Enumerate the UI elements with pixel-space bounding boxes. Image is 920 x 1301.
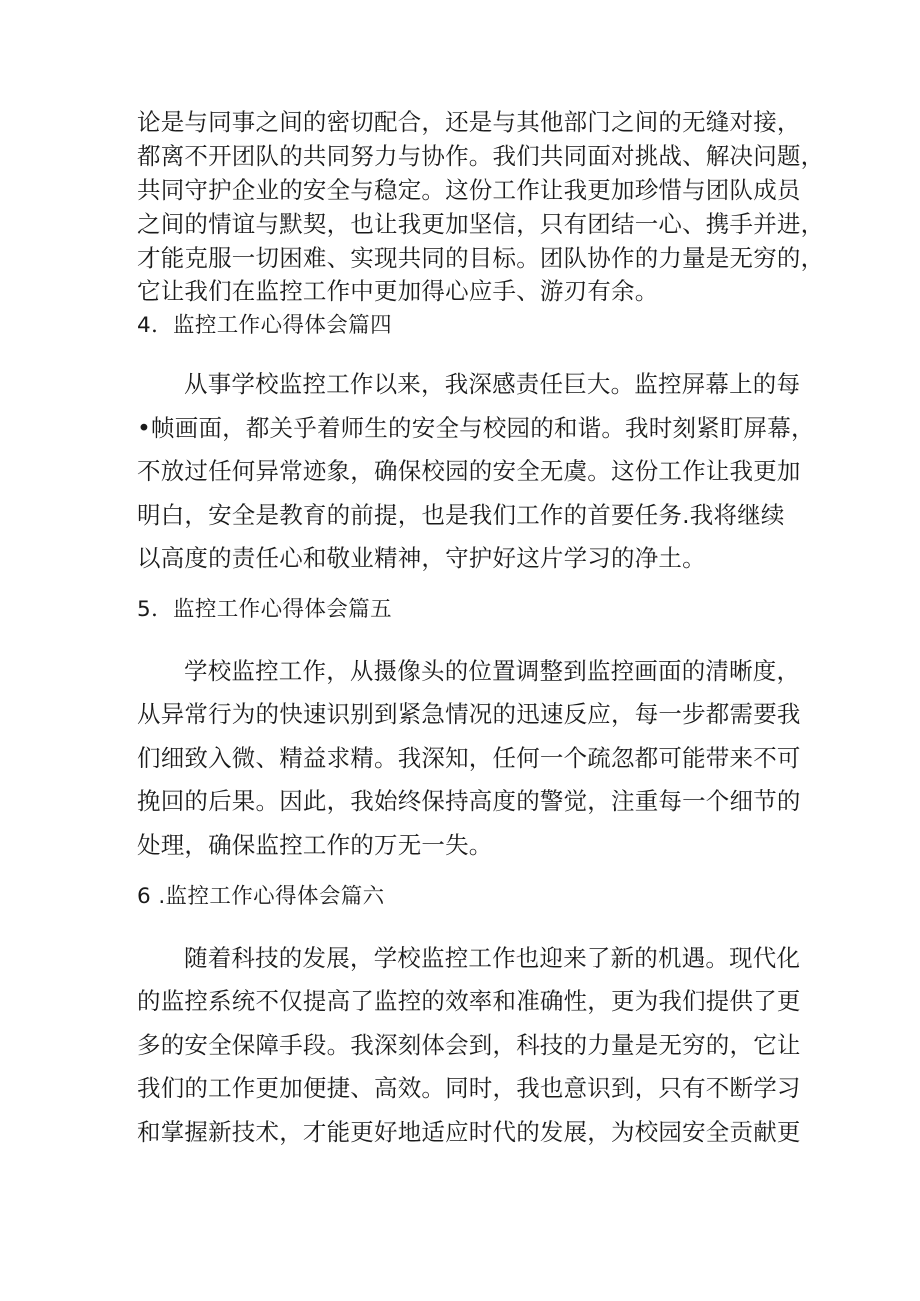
paragraph-line: 论是与同事之间的密切配合，还是与其他部门之间的无缝对接， xyxy=(137,108,801,136)
paragraph-line: 们细致入微、精益求精。我深知，任何一个疏忽都可能带来不可 xyxy=(137,744,801,772)
section-heading: 5．监控工作心得体会篇五 xyxy=(137,597,392,622)
paragraph-line: 都离不开团队的共同努力与协作。我们共同面对挑战、解决问题， xyxy=(137,142,825,170)
paragraph-line: 挽回的后果。因此，我始终保持高度的警觉，注重每一个细节的 xyxy=(137,787,801,815)
paragraph-line: 多的安全保障手段。我深刻体会到，科技的力量是无穷的，它让 xyxy=(137,1031,801,1059)
section-heading: 4．监控工作心得体会篇四 xyxy=(137,313,392,338)
paragraph-line: 以高度的责任心和敬业精神，守护好这片学习的净土。 xyxy=(137,544,706,572)
paragraph-line: 共同守护企业的安全与稳定。这份工作让我更加珍惜与团队成员 xyxy=(137,176,801,204)
paragraph-line: 它让我们在监控工作中更加得心应手、游刃有余。 xyxy=(137,277,659,305)
paragraph-line: 和掌握新技术，才能更好地适应时代的发展，为校园安全贡献更 xyxy=(137,1118,801,1146)
paragraph-line: 之间的情谊与默契，也让我更加坚信，只有团结一心、携手并进， xyxy=(137,210,825,238)
paragraph-line: 随着科技的发展，学校监控工作也迎来了新的机遇。现代化 xyxy=(184,944,801,972)
paragraph-line: 不放过任何异常迹象，确保校园的安全无虞。这份工作让我更加 xyxy=(137,457,801,485)
paragraph-line: 我们的工作更加便捷、高效。同时，我也意识到，只有不断学习 xyxy=(137,1074,801,1102)
paragraph-line: 的监控系统不仅提高了监控的效率和准确性，更为我们提供了更 xyxy=(137,987,801,1015)
paragraph-line: 从异常行为的快速识别到紧急情况的迅速反应，每一步都需要我 xyxy=(137,700,801,728)
paragraph-line: 处理，确保监控工作的万无一失。 xyxy=(137,831,493,859)
paragraph-line: 学校监控工作，从摄像头的位置调整到监控画面的清晰度， xyxy=(184,657,801,685)
section-heading: 6 .监控工作心得体会篇六 xyxy=(137,884,385,909)
paragraph-line: 从事学校监控工作以来，我深感责任巨大。监控屏幕上的每 xyxy=(184,370,801,398)
paragraph-line: 明白，安全是教育的前提，也是我们工作的首要任务.我将继续 xyxy=(137,501,785,529)
paragraph-line: 才能克服一切困难、实现共同的目标。团队协作的力量是无穷的， xyxy=(137,244,825,272)
paragraph-line: •帧画面，都关乎着师生的安全与校园的和谐。我时刻紧盯屏幕， xyxy=(137,414,815,442)
